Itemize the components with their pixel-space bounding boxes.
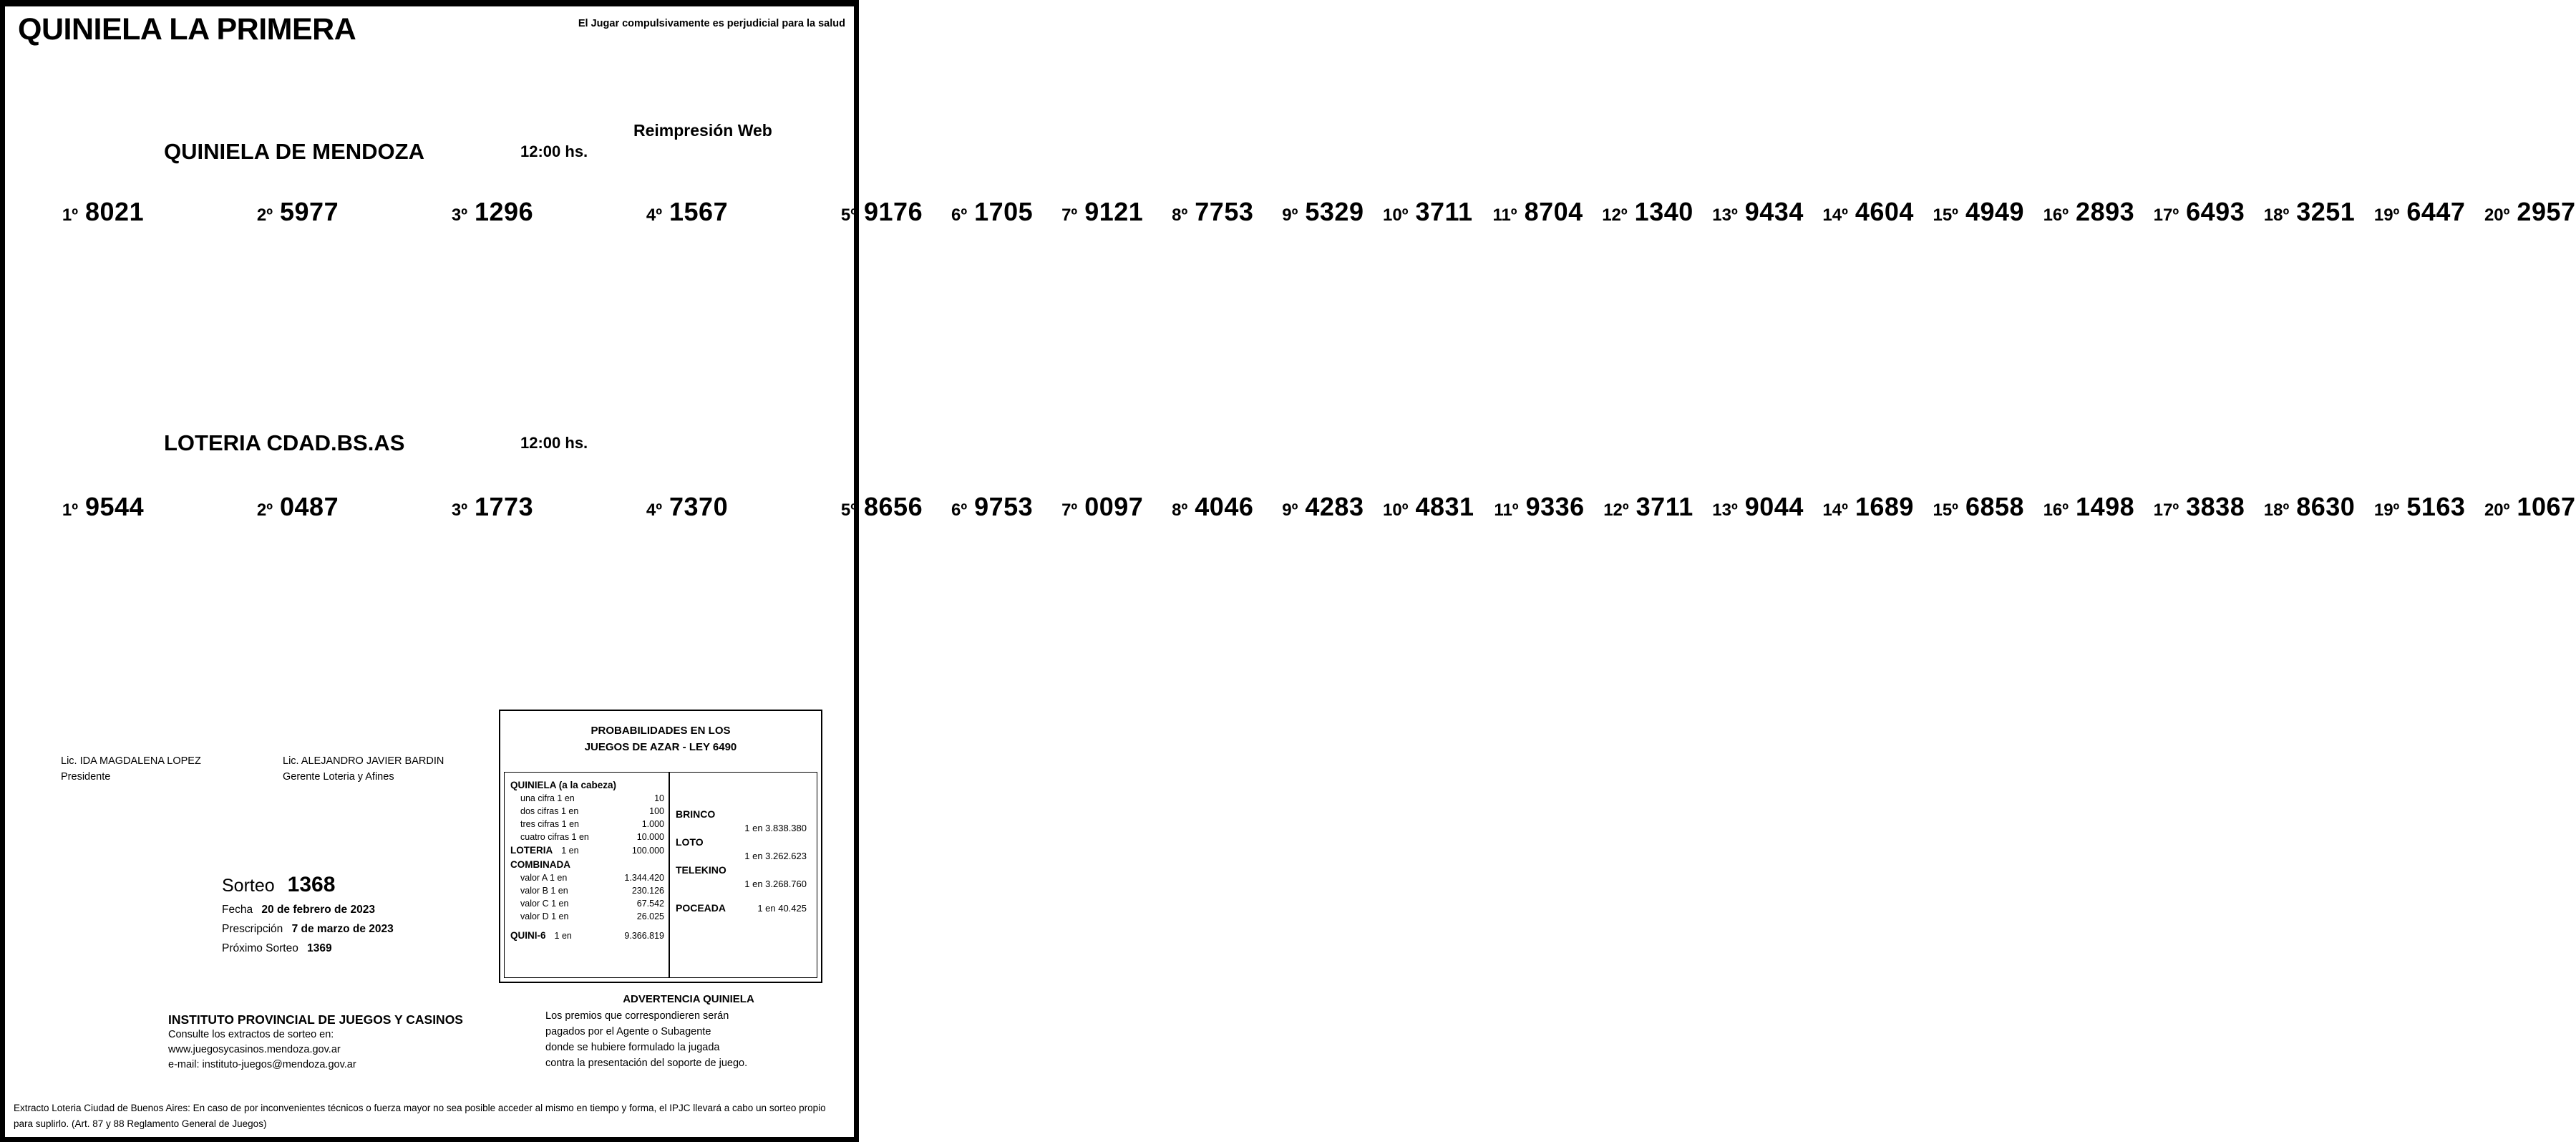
page-title: QUINIELA LA PRIMERA [18,12,356,47]
proximo-label: Próximo Sorteo [222,942,298,954]
result-number: 2893 [2076,197,2135,226]
proximo-value: 1369 [307,942,332,954]
result-number: 3838 [2186,492,2245,521]
probabilities-left-column [504,772,670,978]
result-number: 8630 [2296,492,2356,521]
result-number: 1689 [1855,492,1914,521]
result-entry [923,492,1033,533]
result-entry [2134,197,2245,238]
result-rank: 17º [2153,500,2179,520]
odds-label: valor C 1 en [520,899,569,909]
result-number: 8656 [864,492,923,521]
institute-block [168,1012,463,1073]
prescripcion-value: 7 de marzo de 2023 [291,923,394,935]
result-rank: 9º [1282,500,1298,520]
bottom-disclaimer: Extracto Loteria Ciudad de Buenos Aires: En caso de por inconvenientes técnicos o fuerza mayor no sea posible acceder al mismo en tiempo y forma, el IPJC llevará a cabo un sorteo propio para suplirlo. (Art. 87 y 88 Reglamento General de Juegos) [14,1103,826,1129]
game-odds: 1 en 3.262.623 [744,851,807,861]
result-number: 7753 [1195,197,1254,226]
result-number: 6493 [2186,197,2245,226]
results-grid-loteria-cdad-bsas [34,492,2576,533]
advertencia-block [545,993,832,1071]
result-rank: 16º [2043,205,2069,225]
odds-label: cuatro cifras 1 en [520,832,589,842]
result-entry [423,492,618,533]
official-name: Lic. ALEJANDRO JAVIER BARDIN [283,755,444,767]
odds-value: 100 [649,806,664,816]
result-rank: 14º [1822,205,1848,225]
result-rank: 5º [840,205,857,225]
result-number: 3711 [1635,492,1693,521]
result-entry [1804,197,1914,238]
result-entry [1033,197,1143,238]
result-number: 1498 [2076,492,2135,521]
results-grid-quiniela-mendoza [34,197,2576,238]
draw-time: 12:00 hs. [520,434,588,452]
quini6-label: QUINI-6 [510,930,546,941]
result-number: 5163 [2406,492,2466,521]
advertencia-line: pagados por el Agente o Subagente [545,1026,711,1037]
result-entry [1364,197,1472,238]
combinada-heading: COMBINADA [510,859,570,870]
result-entry [2355,197,2465,238]
result-entry [1914,197,2024,238]
odds-row [510,871,664,884]
official-gerente [283,753,444,785]
odds-value: 67.542 [636,899,664,909]
result-number: 9434 [1744,197,1804,226]
combinada-odds-list [510,871,664,923]
result-rank: 1º [62,500,78,520]
quini6-odds-row [510,929,664,943]
result-entry [1473,197,1583,238]
quiniela-odds-list [510,792,664,843]
result-entry [1804,492,1914,533]
result-number: 9544 [85,492,145,521]
odds-value: 230.126 [631,886,664,896]
sorteo-proximo-line [222,942,394,955]
official-name: Lic. IDA MAGDALENA LOPEZ [61,755,201,767]
result-entry [618,197,812,238]
game-name: BRINCO [676,808,716,820]
institute-website[interactable]: www.juegosycasinos.mendoza.gov.ar [168,1044,341,1055]
odds-label: tres cifras 1 en [520,819,579,829]
draw-header-loteria-cdad-bsas [5,430,854,473]
result-number: 0487 [280,492,339,521]
result-rank: 15º [1933,500,1958,520]
result-rank: 12º [1602,205,1628,225]
odds-row [510,831,664,843]
result-number: 2957 [2517,197,2576,226]
advertencia-title: ADVERTENCIA QUINIELA [623,993,754,1005]
result-entry [2245,197,2355,238]
advertencia-line: donde se hubiere formulado la jugada [545,1042,720,1053]
result-entry [1914,492,2024,533]
game-odds: 1 en 3.268.760 [744,879,807,889]
result-rank: 16º [2043,500,2069,520]
result-rank: 13º [1712,205,1738,225]
result-entry [923,197,1033,238]
prescripcion-label: Prescripción [222,923,283,935]
odds-value: 10 [654,793,664,803]
result-rank: 8º [1172,205,1188,225]
result-number: 4046 [1195,492,1254,521]
result-rank: 1º [62,205,78,225]
sorteo-info-block [222,873,394,955]
result-rank: 4º [646,205,662,225]
institute-title: INSTITUTO PROVINCIAL DE JUEGOS Y CASINOS [168,1012,463,1027]
result-rank: 18º [2263,500,2290,520]
result-number: 4283 [1305,492,1364,521]
loteria-label: LOTERIA [510,845,553,856]
result-rank: 6º [951,205,968,225]
result-number: 9044 [1744,492,1804,521]
result-number: 6447 [2406,197,2466,226]
result-rank: 15º [1933,205,1958,225]
result-rank: 18º [2263,205,2290,225]
result-entry [423,197,618,238]
result-entry [1253,197,1364,238]
probabilities-title-line2: JUEGOS DE AZAR - LEY 6490 [584,741,737,753]
probabilities-title [500,711,821,755]
result-number: 4831 [1415,492,1474,521]
probabilities-right-column [670,772,817,978]
result-number: 5977 [280,197,339,226]
quiniela-heading: QUINIELA (a la cabeza) [510,780,617,790]
result-rank: 3º [451,205,467,225]
loteria-odds-row [510,843,664,858]
result-rank: 11º [1492,205,1517,225]
result-rank: 8º [1172,500,1188,520]
sorteo-label: Sorteo [222,876,275,896]
result-entry [1253,492,1364,533]
result-entry [812,197,923,238]
result-rank: 7º [1061,500,1078,520]
result-rank: 10º [1383,500,1409,520]
result-entry [2024,492,2134,533]
result-number: 1567 [669,197,729,226]
reprint-label: Reimpresión Web [633,121,772,140]
odds-row [510,818,664,831]
result-number: 9121 [1084,197,1144,226]
result-entry [228,197,423,238]
gambling-warning-banner: El Jugar compulsivamente es perjudicial para la salud [578,18,845,29]
odds-row [510,805,664,818]
sorteo-fecha-line [222,904,394,916]
sorteo-number-line [222,873,394,897]
odds-row [510,897,664,910]
odds-label: una cifra 1 en [520,793,575,803]
result-rank: 5º [840,500,857,520]
result-number: 1296 [475,197,534,226]
result-number: 7370 [669,492,729,521]
result-entry [228,492,423,533]
result-number: 3711 [1415,197,1473,226]
result-number: 8704 [1524,197,1583,226]
result-entry [1585,492,1693,533]
result-rank: 19º [2373,205,2400,225]
result-rank: 17º [2153,205,2179,225]
result-entry [2355,492,2465,533]
result-entry [34,492,228,533]
official-role: Presidente [61,771,111,783]
game-name: LOTO [676,836,704,848]
loteria-mid: 1 en [561,846,579,856]
result-rank: 6º [951,500,968,520]
odds-label: valor B 1 en [520,886,568,896]
result-entry [1583,197,1693,238]
result-entry [2465,492,2575,533]
result-rank: 4º [646,500,662,520]
result-entry [812,492,923,533]
result-rank: 10º [1383,205,1409,225]
result-number: 9753 [974,492,1034,521]
draw-title: QUINIELA DE MENDOZA [164,139,424,164]
result-entry [618,492,812,533]
odds-label: valor D 1 en [520,911,569,921]
sorteo-prescripcion-line [222,923,394,936]
result-number: 6858 [1965,492,2025,521]
sorteo-number: 1368 [287,873,336,896]
odds-row [510,910,664,923]
advertencia-text [545,1008,832,1071]
odds-row [510,884,664,897]
result-rank: 20º [2484,500,2510,520]
result-number: 4949 [1965,197,2025,226]
game-name: TELEKINO [676,864,726,876]
draw-title: LOTERIA CDAD.BS.AS [164,430,405,455]
result-entry [1033,492,1143,533]
result-number: 4604 [1855,197,1914,226]
game-odds: 1 en 3.838.380 [744,823,807,833]
result-entry [1143,492,1253,533]
result-entry [34,197,228,238]
odds-value: 10.000 [636,832,664,842]
result-rank: 12º [1603,500,1629,520]
poceada-odds: 1 en 40.425 [757,903,807,914]
loteria-value: 100.000 [631,846,664,856]
probabilities-title-line1: PROBABILIDADES EN LOS [590,725,731,737]
poceada-odds-row [676,901,812,915]
odds-value: 26.025 [636,911,664,921]
draw-header-quiniela-mendoza [5,139,854,182]
result-number: 1340 [1634,197,1693,226]
fecha-label: Fecha [222,904,253,916]
result-entry [2134,492,2245,533]
institute-email[interactable]: e-mail: instituto-juegos@mendoza.gov.ar [168,1059,356,1070]
quini6-value: 9.366.819 [624,931,664,941]
odds-label: dos cifras 1 en [520,806,579,816]
advertencia-line: Los premios que correspondieren serán [545,1010,729,1022]
odds-value: 1.344.420 [624,873,664,883]
result-entry [1364,492,1474,533]
result-entry [1474,492,1585,533]
result-rank: 13º [1712,500,1738,520]
result-rank: 14º [1822,500,1848,520]
fecha-value: 20 de febrero de 2023 [261,904,375,916]
result-number: 1705 [974,197,1034,226]
result-rank: 2º [256,205,273,225]
odds-value: 1.000 [641,819,664,829]
result-entry [2245,492,2355,533]
result-rank: 11º [1494,500,1519,520]
result-number: 9176 [864,197,923,226]
poceada-name: POCEADA [676,902,726,914]
odds-label: valor A 1 en [520,873,568,883]
other-games-odds-list [676,807,812,891]
result-number: 9336 [1525,492,1585,521]
institute-consult-line: Consulte los extractos de sorteo en: [168,1029,334,1040]
result-rank: 2º [256,500,273,520]
advertencia-line: contra la presentación del soporte de juego. [545,1058,748,1069]
result-rank: 7º [1061,205,1078,225]
quini6-mid: 1 en [554,931,572,941]
result-number: 3251 [2296,197,2356,226]
official-presidente [61,753,201,785]
result-number: 5329 [1305,197,1364,226]
result-entry [2465,197,2575,238]
result-entry [1693,197,1804,238]
probabilities-box [499,710,822,983]
result-number: 0097 [1084,492,1144,521]
result-number: 1067 [2517,492,2576,521]
result-rank: 9º [1282,205,1298,225]
result-entry [1143,197,1253,238]
result-number: 8021 [85,197,145,226]
result-rank: 19º [2373,500,2400,520]
result-number: 1773 [475,492,534,521]
result-rank: 20º [2484,205,2510,225]
official-role: Gerente Loteria y Afines [283,771,394,783]
result-rank: 3º [451,500,467,520]
result-entry [1693,492,1804,533]
result-entry [2024,197,2134,238]
odds-row [510,792,664,805]
draw-time: 12:00 hs. [520,142,588,160]
